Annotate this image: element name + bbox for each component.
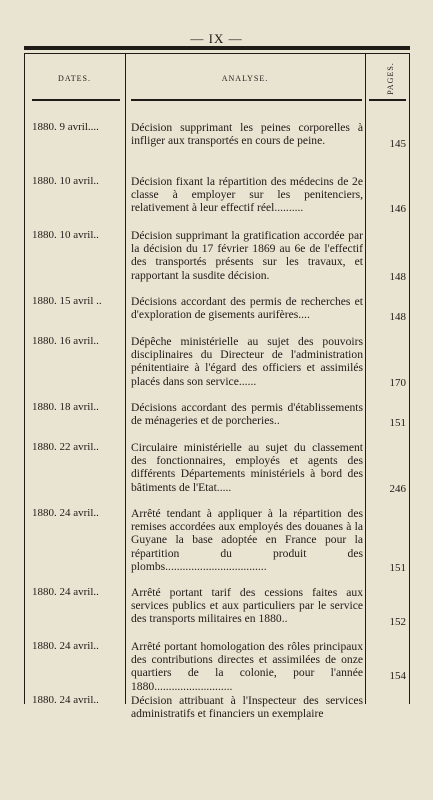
entry-text: Circulaire ministérielle au sujet du classement des fonctionnaires, employés et agents des différents Départements ministériels à bord des bâtiments de l'Etat..... — [131, 441, 363, 494]
header-pages: PAGES. — [385, 61, 395, 95]
entry-date: 1880. 22 avril.. — [32, 441, 99, 453]
entry-date: 1880. 24 avril.. — [32, 640, 99, 652]
entry-page: 145 — [389, 138, 406, 150]
page-number: — IX — — [190, 31, 243, 46]
entry-text: Décision attribuant à l'Inspecteur des services administratifs et financiers un exemplaire — [131, 694, 363, 721]
table-row — [0, 507, 433, 586]
table-row — [0, 640, 433, 694]
entry-text: Dépêche ministérielle au sujet des pouvoirs disciplinaires du Directeur de l'administration pénitentiaire à l'égard des officiers et assimilés placés dans son service...... — [131, 335, 363, 388]
table-row — [0, 229, 433, 295]
table-row — [0, 335, 433, 401]
entry-text: Décision fixant la répartition des médecins de 2e classe à employer sur les penitenciers, relativement à leur effectif réel.......... — [131, 175, 363, 215]
table-row — [0, 121, 433, 175]
entry-date: 1880. 15 avril .. — [32, 295, 102, 307]
entry-text: Arrêté portant homologation des rôles principaux des contributions directes et assimilées de onze quartiers de la colonie, pour l'année 1880........................... — [131, 640, 363, 693]
entry-page: 152 — [389, 616, 406, 628]
table-row — [0, 175, 433, 229]
header-underline-pages — [369, 99, 406, 101]
entry-date: 1880. 10 avril.. — [32, 229, 99, 241]
top-rule-thick — [24, 46, 410, 50]
entry-text: Décision supprimant les peines corporelles à infliger aux transportés en cours de peine. — [131, 121, 363, 148]
entry-page: 148 — [389, 311, 406, 323]
entry-date: 1880. 9 avril.... — [32, 121, 99, 133]
entry-date: 1880. 24 avril.. — [32, 507, 99, 519]
entry-text: Arrêté tendant à appliquer à la répartition des remises accordées aux employés des douanes à la Guyane la base adoptée en France pour la répartition du produit des plombs................................... — [131, 507, 363, 573]
header-underline-analyse — [131, 99, 362, 101]
entry-text: Décisions accordant des permis d'établissements de ménageries et de porcheries.. — [131, 401, 363, 428]
entries-list — [0, 121, 433, 724]
table-row — [0, 586, 433, 640]
table-header — [24, 54, 410, 102]
entry-page: 151 — [389, 417, 406, 429]
entry-page: 146 — [389, 203, 406, 215]
entry-date: 1880. 18 avril.. — [32, 401, 99, 413]
entry-page: 151 — [389, 562, 406, 574]
entry-date: 1880. 16 avril.. — [32, 335, 99, 347]
entry-date: 1880. 10 avril.. — [32, 175, 99, 187]
entry-text: Arrêté portant tarif des cessions faites aux services publics et aux particuliers par le service des transports militaires en 1880.. — [131, 586, 363, 626]
entry-page: 170 — [389, 377, 406, 389]
entry-text: Décisions accordant des permis de recherches et d'exploration de gisements aurifères.... — [131, 295, 363, 322]
entry-page: 154 — [389, 670, 406, 682]
table-row — [0, 295, 433, 335]
header-underline-dates — [32, 99, 120, 101]
entry-page: 246 — [389, 483, 406, 495]
header-analyse: ANALYSE. — [221, 74, 269, 83]
header-dates: DATES. — [58, 74, 91, 83]
table-row — [0, 401, 433, 441]
entry-page: 148 — [389, 271, 406, 283]
entry-date: 1880. 24 avril.. — [32, 586, 99, 598]
table-row — [0, 441, 433, 507]
table-row — [0, 694, 433, 724]
entry-text: Décision supprimant la gratification accordée par la décision du 17 février 1869 au 6e de l'effectif des transportés présents sur les travaux, et rapportant la susdite décision. — [131, 229, 363, 282]
header-pages-cell — [370, 54, 410, 102]
entry-date: 1880. 24 avril.. — [32, 694, 99, 706]
